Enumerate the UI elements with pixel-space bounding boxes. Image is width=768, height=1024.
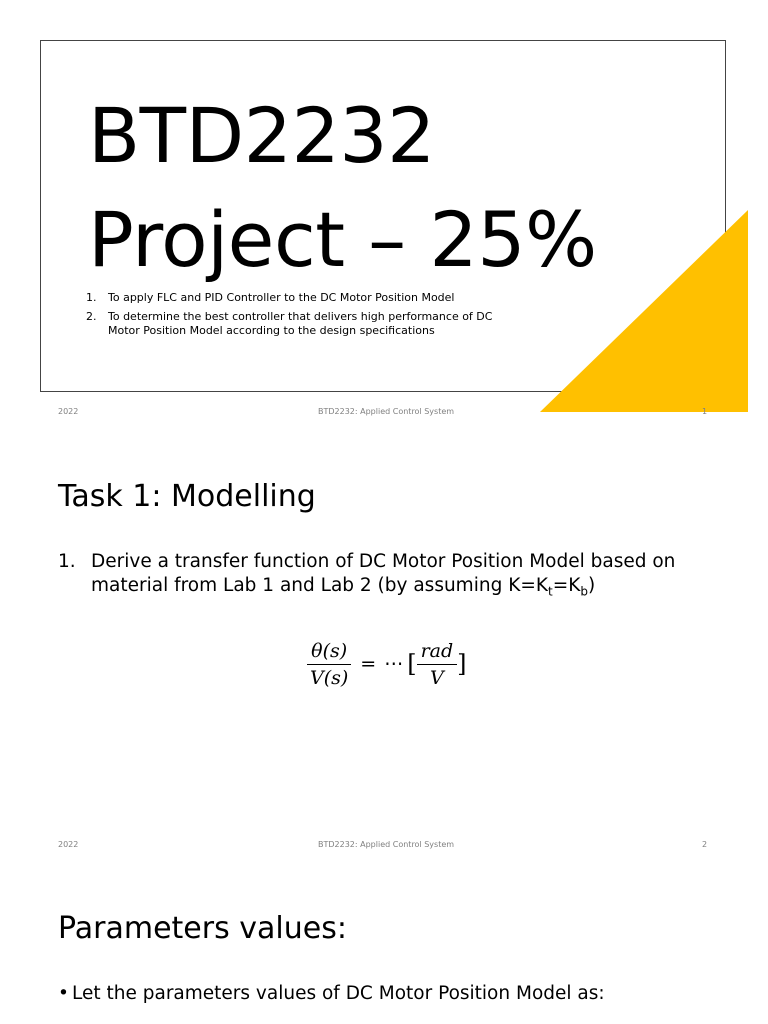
objective-item bbox=[86, 291, 526, 305]
objectives-list bbox=[86, 291, 526, 343]
task-text-close: ) bbox=[587, 575, 596, 596]
objective-text: To apply FLC and PID Controller to the DC Motor Position Model bbox=[108, 291, 455, 304]
footer-course: BTD2232: Applied Control System bbox=[318, 840, 455, 849]
task-text bbox=[91, 551, 676, 599]
unit-denominator: V bbox=[430, 666, 444, 689]
footer-course: BTD2232: Applied Control System bbox=[318, 407, 455, 416]
task-text-main: Derive a transfer function of DC Motor Position Model based on material from Lab 1 and Lab 2 (by assuming K=K bbox=[91, 551, 676, 596]
lhs-denominator: V(s) bbox=[310, 666, 349, 689]
slide-1-title bbox=[88, 84, 597, 292]
objective-number: 2. bbox=[86, 310, 97, 323]
title-line-1: BTD2232 bbox=[88, 91, 435, 180]
task-list bbox=[58, 550, 718, 604]
objective-number: 1. bbox=[86, 291, 97, 304]
task-text-eq: =K bbox=[552, 575, 581, 596]
transfer-function-equation bbox=[306, 624, 467, 704]
parameters-text: Let the parameters values of DC Motor Position Model as: bbox=[72, 983, 605, 1004]
objective-item bbox=[86, 310, 526, 338]
slide-2 bbox=[0, 436, 768, 872]
close-bracket: ] bbox=[457, 650, 467, 678]
open-bracket: [ bbox=[407, 650, 417, 678]
bullet-marker: • bbox=[58, 983, 69, 1004]
ellipsis: ⋯ bbox=[384, 653, 404, 675]
task-number: 1. bbox=[58, 551, 76, 572]
footer-page: 2 bbox=[702, 840, 708, 849]
subscript-b: b bbox=[580, 584, 588, 599]
footer-year: 2022 bbox=[58, 407, 79, 416]
unit-fraction bbox=[417, 640, 458, 689]
equals-sign: = bbox=[360, 653, 377, 675]
parameters-item bbox=[58, 982, 718, 1006]
slide-1 bbox=[0, 0, 768, 436]
subscript-t: t bbox=[547, 584, 553, 599]
parameters-list bbox=[58, 982, 718, 1006]
lhs-fraction bbox=[306, 640, 352, 689]
unit-numerator: rad bbox=[417, 640, 458, 665]
slide-2-title: Task 1: Modelling bbox=[58, 479, 316, 514]
footer-page: 1 bbox=[702, 407, 708, 416]
slide-3 bbox=[0, 872, 768, 1024]
slide-3-title: Parameters values: bbox=[58, 911, 347, 946]
footer-year: 2022 bbox=[58, 840, 79, 849]
lhs-numerator: θ(s) bbox=[307, 640, 351, 665]
title-line-2: Project – 25% bbox=[88, 195, 597, 284]
task-item bbox=[58, 550, 718, 604]
objective-text: To determine the best controller that delivers high performance of DC Motor Position Model according to the design specifications bbox=[108, 310, 493, 337]
